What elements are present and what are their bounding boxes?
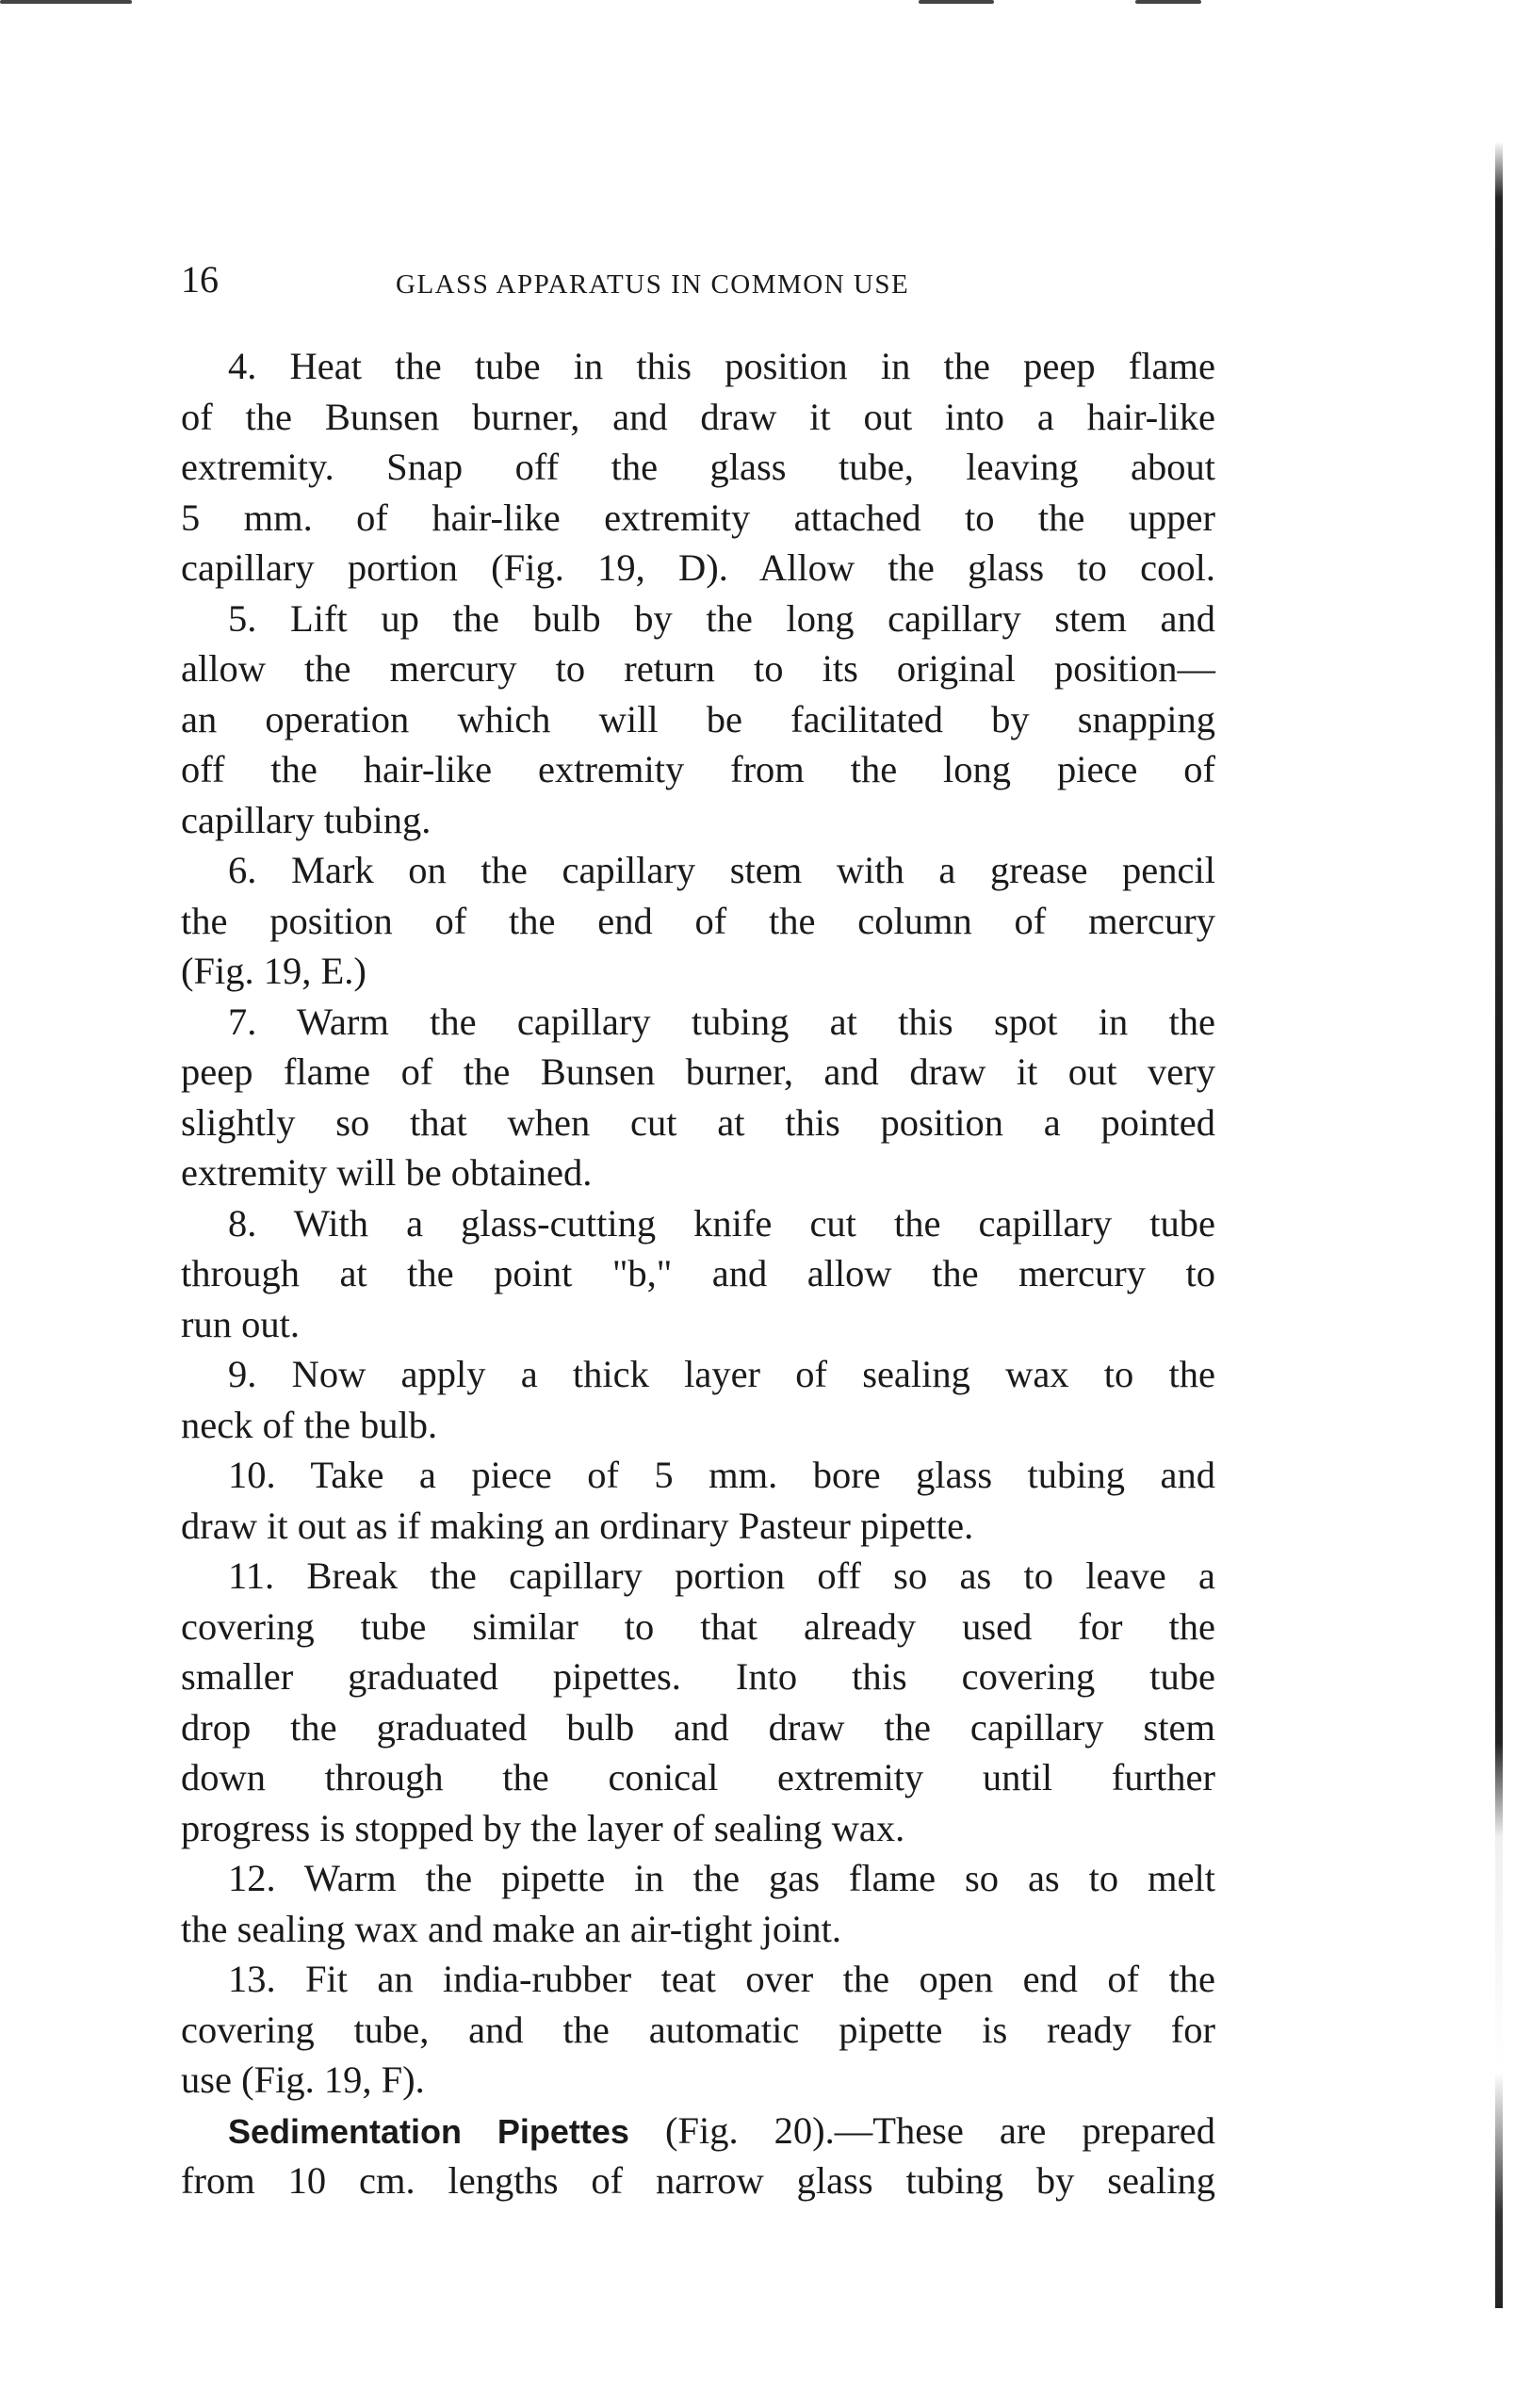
- text-line: capillary portion (Fig. 19, D). Allow the glass to cool.: [181, 546, 1215, 589]
- text-line: peep flame of the Bunsen burner, and draw it out very: [181, 1050, 1215, 1093]
- text-line: run out.: [181, 1302, 300, 1345]
- text-line: an operation which will be facilitated by snapping: [181, 697, 1215, 740]
- page-header: [181, 256, 1217, 303]
- text-line: (Fig. 19, E.): [181, 950, 366, 992]
- running-head: GLASS APPARATUS IN COMMON USE: [396, 269, 910, 300]
- text-line: 5. Lift up the bulb by the long capillary stem and: [228, 596, 1215, 640]
- text-line: 11. Break the capillary portion off so as to leave a: [228, 1554, 1215, 1597]
- text-line: 6. Mark on the capillary stem with a grease pencil: [228, 849, 1215, 891]
- text-line: capillary tubing.: [181, 798, 432, 841]
- text-line: progress is stopped by the layer of sealing wax.: [181, 1806, 905, 1849]
- text-line: covering tube, and the automatic pipette is ready for: [181, 2008, 1215, 2051]
- text-line: use (Fig. 19, F).: [181, 2058, 425, 2101]
- scan-artifact: [1135, 0, 1201, 4]
- text-line: the sealing wax and make an air-tight joint.: [181, 1907, 841, 1950]
- page-edge-shadow: [1495, 141, 1503, 2308]
- scan-artifact: [0, 0, 132, 4]
- text-line: through at the point "b," and allow the mercury to: [181, 1252, 1215, 1294]
- text-line: allow the mercury to return to its original position—: [181, 647, 1215, 690]
- text-line: drop the graduated bulb and draw the capillary stem: [181, 1705, 1215, 1749]
- text-line: 9. Now apply a thick layer of sealing wax to the: [228, 1353, 1215, 1395]
- text-line: down through the conical extremity until further: [181, 1756, 1215, 1798]
- text-line: the position of the end of the column of mercury: [181, 899, 1215, 942]
- text-line: covering tube similar to that already used for the: [181, 1604, 1215, 1648]
- text-line: 12. Warm the pipette in the gas flame so as to melt: [228, 1857, 1215, 1899]
- scan-artifact: [919, 0, 994, 4]
- page-number: 16: [181, 258, 219, 301]
- text-line: 13. Fit an india-rubber teat over the open end of the: [228, 1958, 1215, 2000]
- text-line: [181, 2106, 1215, 2156]
- heading-continuation: (Fig. 20).—These are prepared: [628, 2108, 1215, 2152]
- text-line: 5 mm. of hair-like extremity attached to the upper: [181, 496, 1215, 539]
- text-line: off the hair-like extremity from the long piece of: [181, 748, 1215, 790]
- text-line: from 10 cm. lengths of narrow glass tubing by sealing: [181, 2159, 1215, 2202]
- text-line: 8. With a glass-cutting knife cut the capillary tube: [228, 1201, 1215, 1245]
- text-line: slightly so that when cut at this position a pointed: [181, 1100, 1215, 1144]
- text-line: 10. Take a piece of 5 mm. bore glass tubing and: [228, 1454, 1215, 1496]
- text-line: draw it out as if making an ordinary Pasteur pipette.: [181, 1504, 974, 1547]
- section-heading: Sedimentation Pipettes: [228, 2111, 629, 2151]
- text-line: of the Bunsen burner, and draw it out into a hair-like: [181, 395, 1215, 438]
- text-line: neck of the bulb.: [181, 1403, 438, 1446]
- text-line: extremity will be obtained.: [181, 1151, 593, 1194]
- text-line: 4. Heat the tube in this position in the peep flame: [228, 345, 1215, 387]
- body-text: [181, 341, 1215, 2206]
- text-line: smaller graduated pipettes. Into this covering tube: [181, 1655, 1215, 1698]
- text-line: extremity. Snap off the glass tube, leaving about: [181, 446, 1215, 488]
- text-line: 7. Warm the capillary tubing at this spot in the: [228, 1000, 1215, 1043]
